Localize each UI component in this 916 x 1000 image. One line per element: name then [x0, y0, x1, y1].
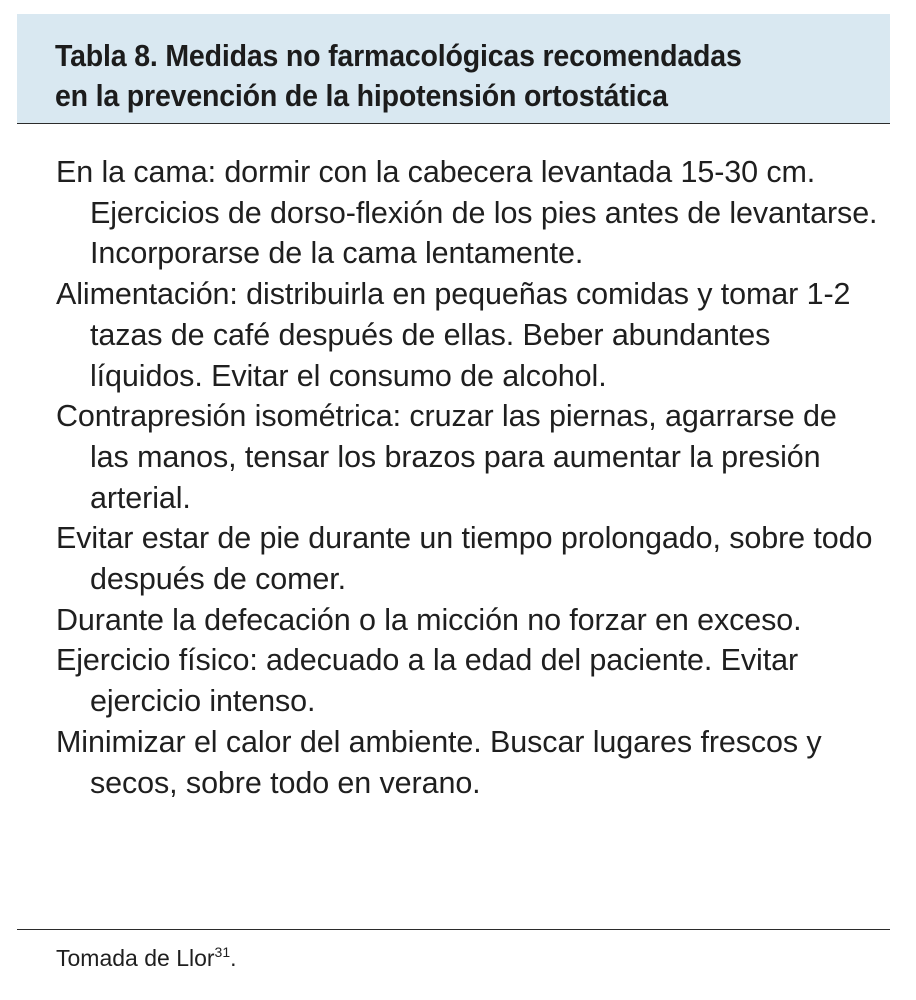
measure-item-isometric-counterpressure: Contrapresión isométrica: cruzar las piernas, agarrarse de las manos, tensar los brazos para aumentar la presión arterial.	[56, 399, 837, 515]
table-title-line-2: en la prevención de la hipotensión ortostática	[55, 78, 668, 113]
measures-list	[56, 152, 882, 803]
table-title	[55, 36, 819, 116]
measure-item-bed: En la cama: dormir con la cabecera levantada 15-30 cm. Ejercicios de dorso-flexión de los pies antes de levantarse. Incorporarse de la cama lentamente.	[56, 155, 878, 271]
measure-item-defecation-micturition: Durante la defecación o la micción no forzar en exceso.	[56, 602, 802, 637]
measure-item-environment: Minimizar el calor del ambiente. Buscar lugares frescos y secos, sobre todo en verano.	[56, 724, 822, 800]
measure-item-exercise: Ejercicio físico: adecuado a la edad del paciente. Evitar ejercicio intenso.	[56, 643, 798, 719]
measure-item-diet: Alimentación: distribuirla en pequeñas comidas y tomar 1-2 tazas de café después de ellas. Beber abundantes líquidos. Evitar el consumo de alcohol.	[56, 277, 851, 393]
table-header	[17, 14, 890, 124]
table-footnote	[56, 943, 237, 973]
table-title-line-1: Tabla 8. Medidas no farmacológicas recomendadas	[55, 38, 742, 73]
footer-divider	[17, 929, 890, 930]
footnote-reference: 31	[214, 944, 231, 960]
footnote-text: Tomada de Llor	[56, 945, 215, 971]
footnote-period: .	[230, 945, 237, 971]
measure-item-avoid-standing: Evitar estar de pie durante un tiempo prolongado, sobre todo después de comer.	[56, 521, 873, 597]
